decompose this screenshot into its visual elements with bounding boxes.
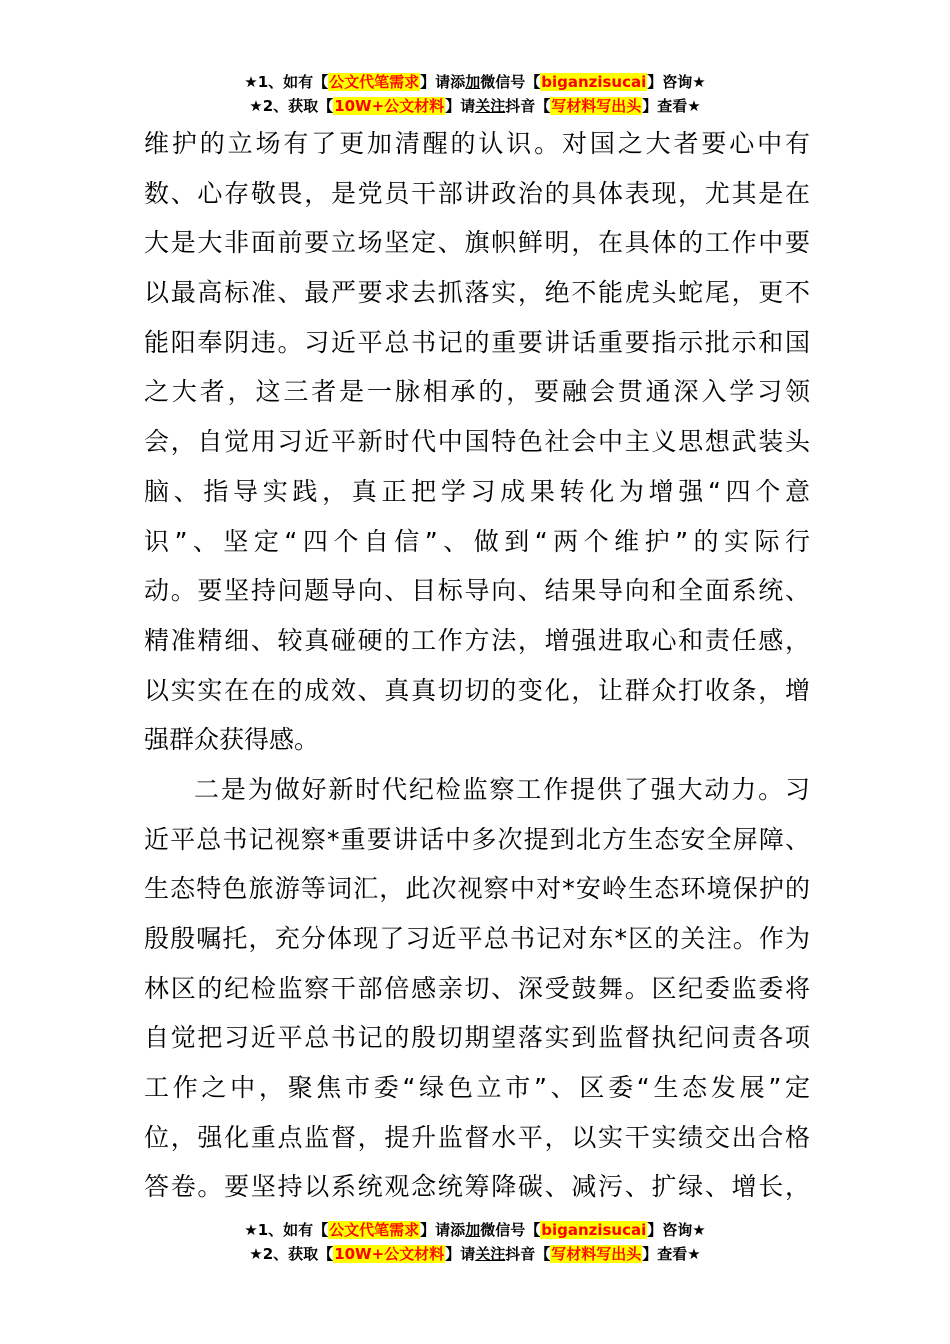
banner-line2-middle-b: 抖音【 — [505, 97, 551, 115]
body-line: 以最高标准、最严要求去抓落实，绝不能虎头蛇尾，更不 — [144, 278, 810, 308]
banner-line1-middle-b: 微信号【 — [480, 73, 541, 91]
body-line: 精准精细、较真碰硬的工作方法，增强进取心和责任感， — [144, 625, 810, 655]
body-line: 维护的立场有了更加清醒的认识。对国之大者要心中有 — [144, 129, 810, 158]
banner-line1-middle-a: 】请添 — [420, 73, 466, 91]
footer-line2-middle-b: 抖音【 — [505, 1245, 551, 1263]
banner-line1-suffix: 】咨询★ — [647, 73, 706, 91]
header-banner — [0, 70, 950, 118]
banner-line2-middle-a: 】请 — [445, 97, 476, 115]
body-line: 自觉把习近平总书记的殷切期望落实到监督执纪问责各项 — [144, 1023, 810, 1053]
footer-line1-middle-a: 】请添 — [420, 1221, 466, 1239]
body-line-paragraph-end: 强群众获得感。 — [144, 725, 320, 755]
footer-line1-middle-b: 微信号【 — [480, 1221, 541, 1239]
body-line: 答卷。要坚持以系统观念统筹降碳、减污、扩绿、增长， — [144, 1172, 810, 1202]
footer-line1-underlined: 加 — [465, 1221, 481, 1239]
banner-line1-underlined: 加 — [465, 73, 481, 91]
banner-line-2 — [0, 94, 950, 118]
banner-line2-prefix: ★2、获取【 — [249, 97, 334, 115]
banner-line2-underlined: 关注 — [475, 97, 506, 115]
body-line: 生态特色旅游等词汇，此次视察中对*安岭生态环境保护的 — [144, 874, 810, 904]
banner-line1-highlight-service: 公文代笔需求 — [329, 73, 420, 91]
footer-line1-prefix: ★1、如有【 — [244, 1221, 329, 1239]
body-line: 脑、指导实践，真正把学习成果转化为增强“四个意 — [144, 476, 810, 506]
body-line: 会，自觉用习近平新时代中国特色社会中主义思想武装头 — [144, 427, 810, 457]
body-line: 数、心存敬畏，是党员干部讲政治的具体表现，尤其是在 — [144, 178, 810, 208]
banner-line-1 — [0, 70, 950, 94]
footer-line2-highlight-douyin: 写材料写出头 — [551, 1245, 642, 1263]
footer-line2-suffix: 】查看★ — [642, 1245, 701, 1263]
body-line: 以实实在在的成效、真真切切的变化，让群众打收条，增 — [144, 675, 810, 705]
body-line: 工作之中，聚焦市委“绿色立市”、区委“生态发展”定 — [144, 1073, 810, 1103]
footer-line2-underlined: 关注 — [475, 1245, 506, 1263]
footer-banner-line-1 — [0, 1218, 950, 1242]
body-line: 识”、坚定“四个自信”、做到“两个维护”的实际行 — [144, 526, 810, 556]
body-line: 近平总书记视察*重要讲话中多次提到北方生态安全屏障、 — [144, 824, 810, 854]
body-line: 殷殷嘱托，充分体现了习近平总书记对东*区的关注。作为 — [144, 924, 810, 953]
footer-banner-line-2 — [0, 1242, 950, 1266]
banner-line2-highlight-materials: 10W+公文材料 — [334, 97, 445, 115]
banner-line2-highlight-douyin: 写材料写出头 — [551, 97, 642, 115]
banner-line1-prefix: ★1、如有【 — [244, 73, 329, 91]
body-line: 林区的纪检监察干部倍感亲切、深受鼓舞。区纪委监委将 — [144, 973, 810, 1003]
footer-line2-highlight-materials: 10W+公文材料 — [334, 1245, 445, 1263]
footer-line2-middle-a: 】请 — [445, 1245, 476, 1263]
document-body — [144, 119, 810, 1212]
footer-line2-prefix: ★2、获取【 — [249, 1245, 334, 1263]
footer-line1-highlight-service: 公文代笔需求 — [329, 1221, 420, 1239]
banner-line2-suffix: 】查看★ — [642, 97, 701, 115]
body-line: 能阳奉阴违。习近平总书记的重要讲话重要指示批示和国 — [144, 327, 810, 357]
body-line-paragraph-start: 二是为做好新时代纪检监察工作提供了强大动力。习 — [194, 774, 810, 804]
body-line: 位，强化重点监督，提升监督水平，以实干实绩交出合格 — [144, 1122, 810, 1152]
footer-banner — [0, 1218, 950, 1266]
body-line: 动。要坚持问题导向、目标导向、结果导向和全面系统、 — [144, 576, 810, 606]
body-line: 之大者，这三者是一脉相承的，要融会贯通深入学习领 — [144, 377, 810, 407]
footer-line1-suffix: 】咨询★ — [647, 1221, 706, 1239]
banner-line1-highlight-wechat: biganzisucai — [541, 73, 647, 91]
body-line: 大是大非面前要立场坚定、旗帜鲜明，在具体的工作中要 — [144, 228, 810, 258]
footer-line1-highlight-wechat: biganzisucai — [541, 1221, 647, 1239]
